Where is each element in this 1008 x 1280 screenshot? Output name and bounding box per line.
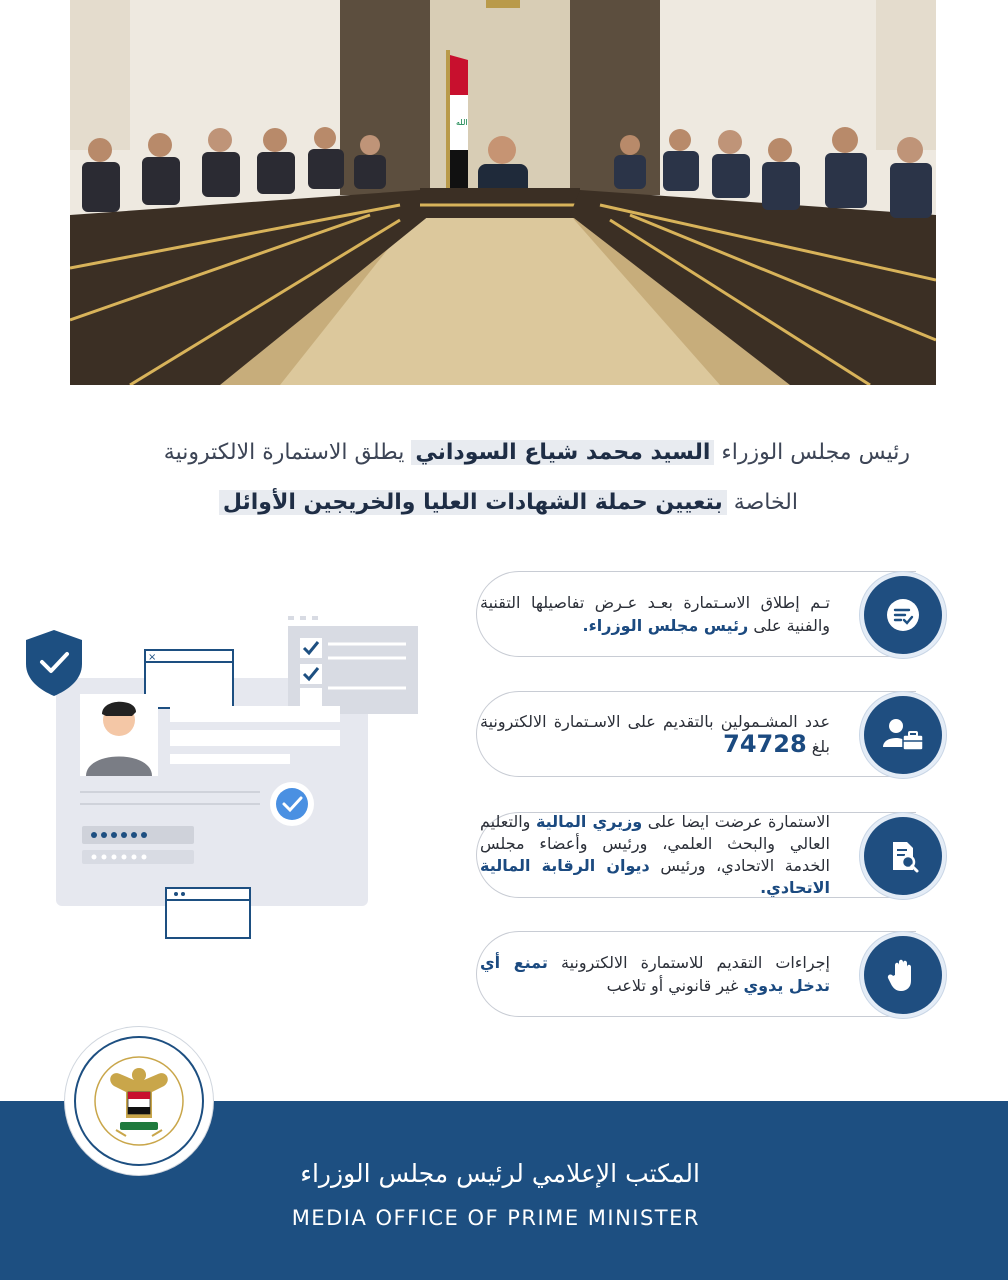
- svg-text:الله: الله: [456, 118, 468, 127]
- svg-text:×: ×: [148, 652, 157, 663]
- headline: [90, 428, 910, 528]
- online-form-illustration: [20, 612, 430, 947]
- headline-text: الخاصة: [733, 490, 798, 515]
- document-search-icon: [860, 813, 946, 899]
- user-briefcase-icon: [860, 692, 946, 778]
- info-item-text: الاستمارة عرضت ايضا على وزيري المالية والتعليم العالي والبحث العلمي، ورئيس وأعضاء مجلس الخدمة الاتحادي، ورئيس ديوان الرقابة المالية الاتحادي.: [480, 812, 831, 897]
- checklist-icon: [860, 572, 946, 658]
- headline-highlight: بتعيين حملة الشهادات العليا والخريجين الأوائل: [219, 490, 727, 515]
- footer-title-ar: المكتب الإعلامي لرئيس مجلس الوزراء: [300, 1159, 700, 1188]
- headline-line-1: [90, 428, 910, 478]
- meeting-photo: [70, 0, 936, 385]
- info-item-launch: [470, 571, 970, 663]
- info-item-text: تـم إطلاق الاسـتمارة بعـد عـرض تفاصيلها التقنية والفنية على رئيس مجلس الوزراء.: [480, 593, 830, 635]
- info-item-integrity: [470, 931, 970, 1023]
- media-office-emblem: [68, 1030, 210, 1172]
- headline-highlight: السيد محمد شياع السوداني: [411, 440, 714, 465]
- footer-title-en: MEDIA OFFICE OF PRIME MINISTER: [291, 1206, 700, 1230]
- info-item-text: إجراءات التقديم للاستمارة الالكترونية تمنع أي تدخل يدوي غير قانوني أو تلاعب: [480, 953, 830, 995]
- headline-line-2: [90, 478, 910, 528]
- info-item-text: عدد المشـمولين بالتقديم على الاسـتمارة الالكترونية بلغ 74728: [480, 712, 830, 758]
- info-item-applicants: [470, 691, 970, 783]
- info-item-review: [470, 812, 970, 904]
- headline-text: رئيس مجلس الوزراء: [721, 440, 910, 465]
- hand-stop-icon: [860, 932, 946, 1018]
- headline-text: يطلق الاستمارة الالكترونية: [163, 440, 405, 465]
- applicants-count: 74728: [723, 730, 807, 758]
